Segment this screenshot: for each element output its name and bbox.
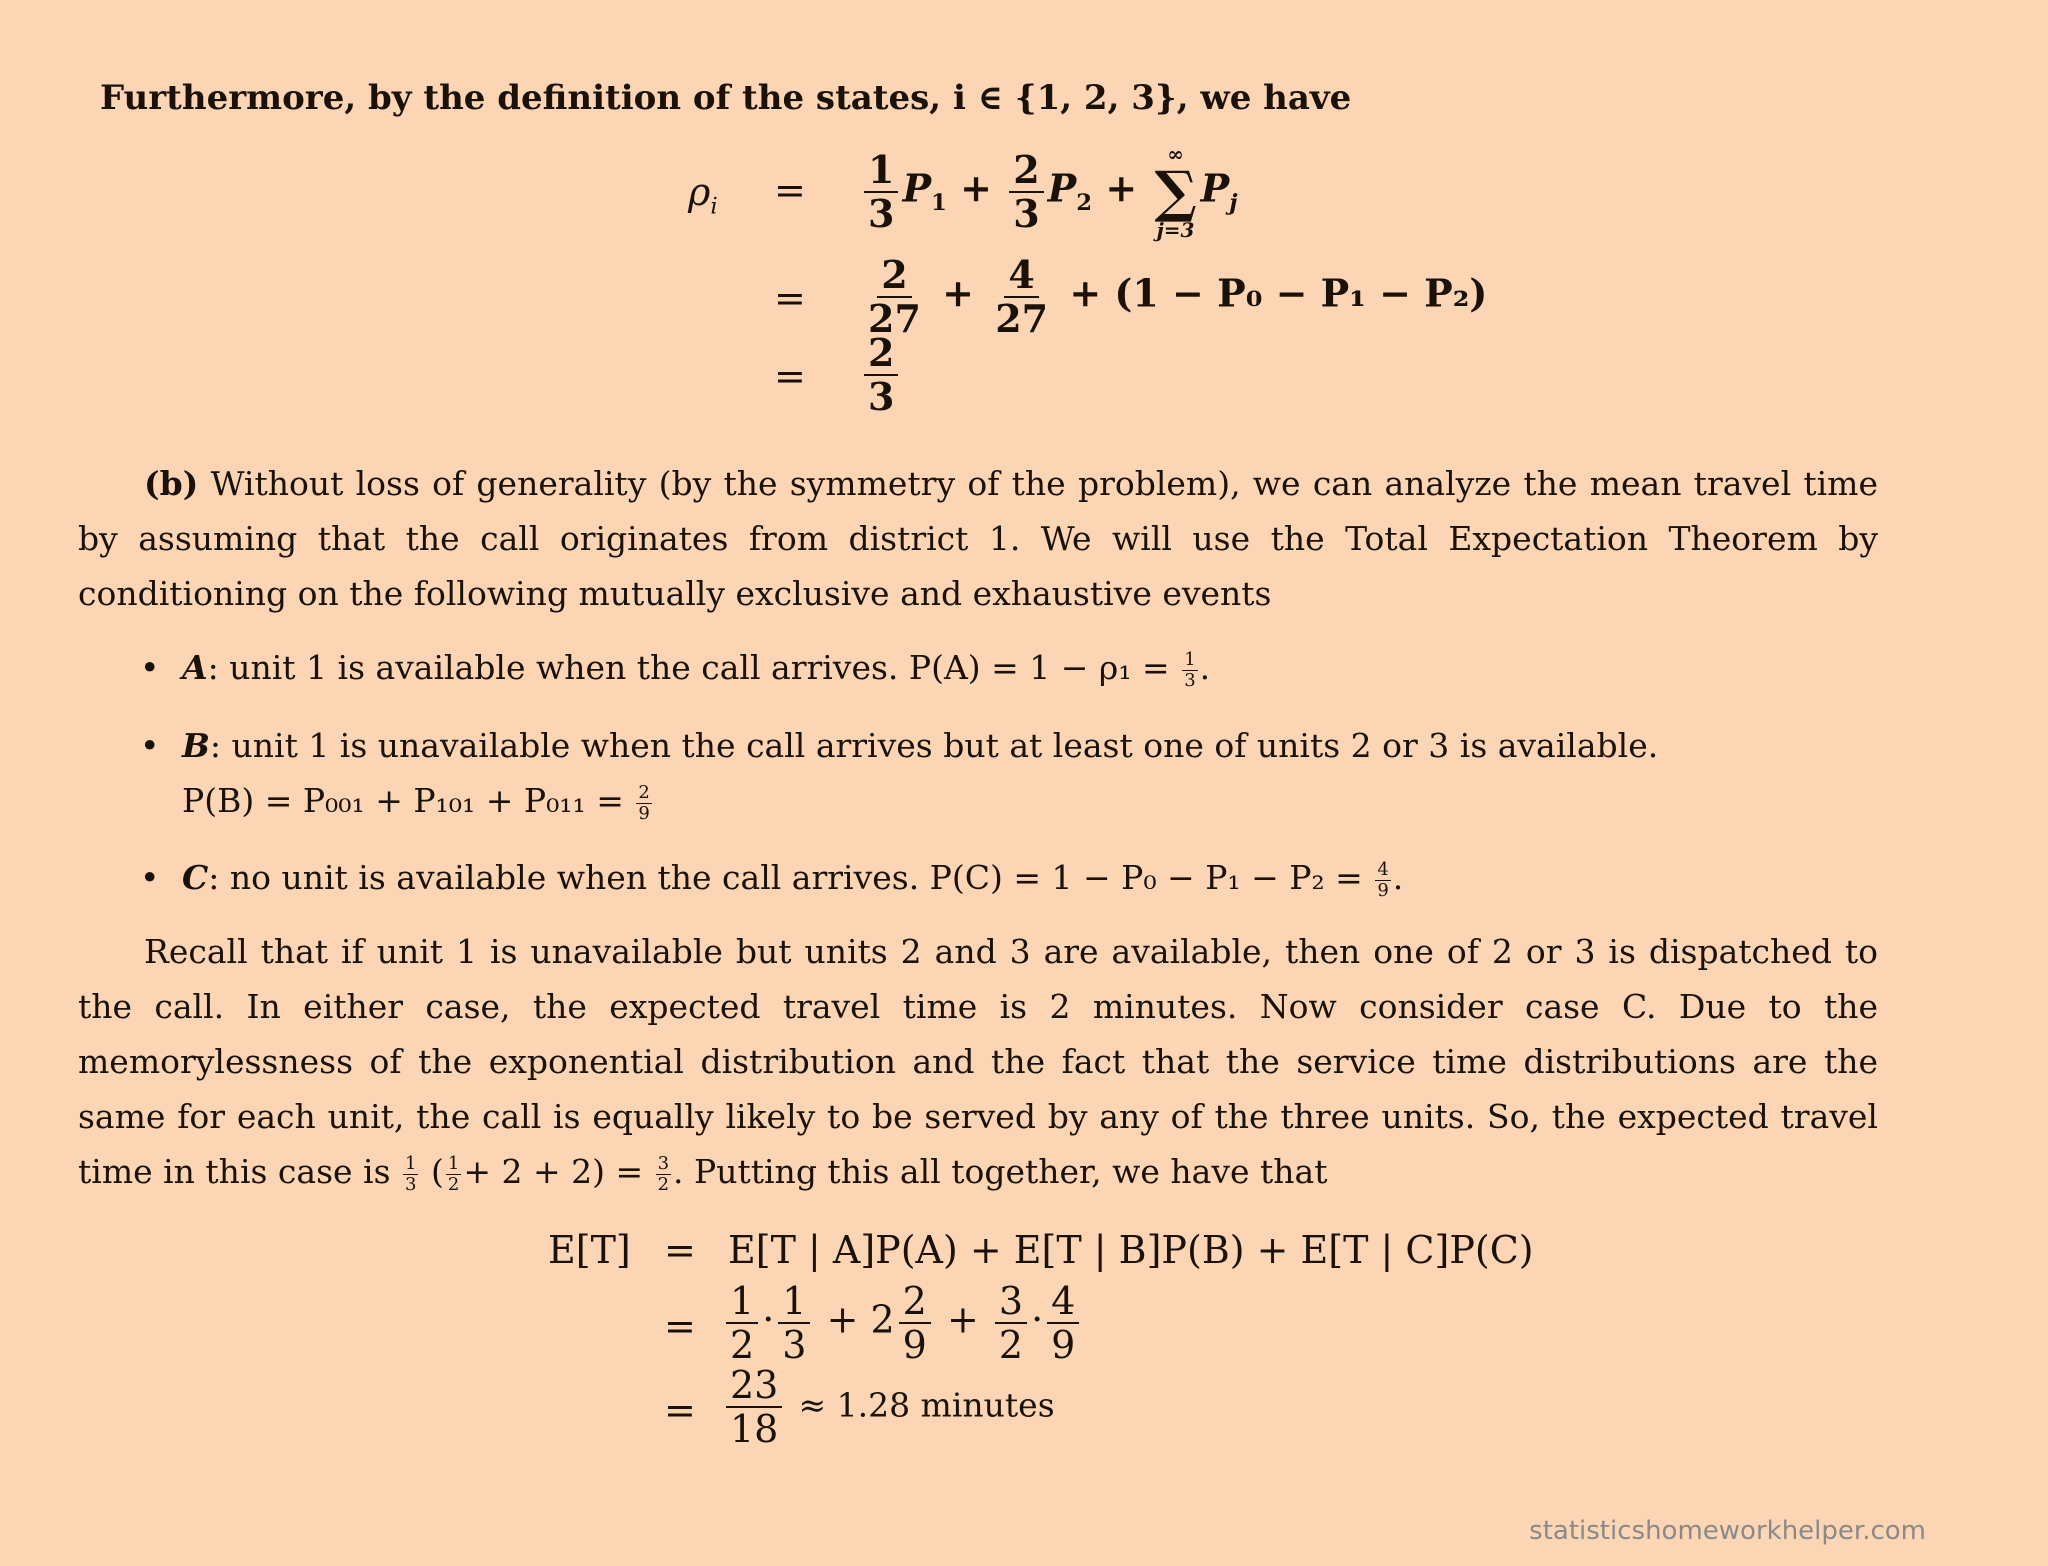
part-label: (b) bbox=[144, 464, 199, 503]
event-label: A bbox=[182, 648, 208, 687]
fraction: $\frac{3}{2}$ bbox=[995, 1282, 1027, 1364]
paragraph-b-text: Without loss of generality (by the symmetry of the problem), we can analyze the mean travel time by assuming that the call originates from district 1. We will use the Total Expectation Theorem by conditioning on the following mutually exclusive and exhaustive events bbox=[78, 464, 1878, 613]
eq1-lhs: $\rho_i$ bbox=[688, 170, 718, 220]
fraction: $\frac{4}{27}$ bbox=[995, 252, 1049, 341]
fraction: $\frac{2}{3}$ bbox=[864, 334, 898, 416]
bullet-dot: • bbox=[140, 648, 160, 687]
eq1-row3 bbox=[860, 330, 902, 419]
fraction: $\frac{1}{3}$ bbox=[1184, 648, 1196, 691]
eq2-rel-2: = bbox=[664, 1304, 696, 1348]
eq2-row1: E[T | A]P(A) + E[T | B]P(B) + E[T | C]P(C) bbox=[728, 1228, 1534, 1272]
bullet-dot: • bbox=[140, 726, 160, 765]
paragraph-recall: Recall that if unit 1 is unavailable but units 2 and 3 are available, then one of 2 or 3 is dispatched to the call. In either case, the expected travel time is 2 minutes. Now consider case C. Due to the memorylessness of the exponential distribution and the fact that the service time distributions are the same for each unit, the call is equally likely to be served by any of the three units. So, the expected travel time in this case is $\frac{1}{3}$ ( $\frac{1}{2}$ + 2 + 2) = $\frac{3}{2}$ . Putting this all together, we have that bbox=[78, 932, 1878, 1195]
fraction: $\frac{1}{3}$ bbox=[864, 151, 898, 233]
fraction: $\frac{23}{18}$ bbox=[726, 1366, 782, 1448]
eq2-row2: $\frac{1}{2}$ · $\frac{1}{3}$ + 2 $\frac{2}{9}$ + $\frac{3}{2}$ · $\frac{4}{9}$ bbox=[722, 1282, 1083, 1364]
eq2-rel-3: = bbox=[664, 1388, 696, 1432]
paragraph-recall-text: Recall that if unit 1 is unavailable but units 2 and 3 are available, then one of 2 or 3 is dispatched to the call. In either case, the expected travel time is 2 minutes. Now consider case C. Due to the memorylessness of the exponential distribution and the fact that the service time distributions are the same for each unit, the call is equally likely to be served by any of the three units. So, the expected travel time in this case is bbox=[78, 932, 1878, 1191]
intro-text: Furthermore, by the definition of the states, i ∈ {1, 2, 3}, we have bbox=[100, 78, 1352, 118]
event-label: C bbox=[182, 858, 209, 897]
fraction: $\frac{2}{3}$ bbox=[1009, 151, 1043, 233]
eq1-rel-3: = bbox=[774, 354, 806, 398]
fraction: $\frac{4}{9}$ bbox=[1377, 858, 1389, 901]
fraction: $\frac{4}{9}$ bbox=[1047, 1282, 1079, 1364]
watermark: statisticshomeworkhelper.com bbox=[1529, 1516, 1926, 1546]
fraction: $\frac{1}{3}$ bbox=[778, 1282, 810, 1364]
eq1-row1: $\frac{1}{3}$ $P_1$ + $\frac{2}{3}$ $P_2$ + ∞ ∑ j=3 $P_j$ bbox=[860, 144, 1237, 240]
eq2-row3: $\frac{23}{18}$ ≈ 1.28 minutes bbox=[722, 1366, 1055, 1448]
eq1-rel-2: = bbox=[774, 276, 806, 320]
event-label: B bbox=[182, 726, 210, 765]
eq1-rel-1: = bbox=[774, 168, 806, 212]
summation: ∞ ∑ j=3 bbox=[1154, 142, 1197, 242]
fraction: $\frac{2}{9}$ bbox=[899, 1282, 931, 1364]
paragraph-b bbox=[78, 456, 1878, 621]
fraction: $\frac{1}{2}$ bbox=[726, 1282, 758, 1364]
fraction: $\frac{3}{2}$ bbox=[657, 1152, 670, 1195]
document-page: Furthermore, by the definition of the states, i ∈ {1, 2, 3}, we have $\rho_i$ = $\frac{1}{3}$ $P_1$ + $\frac{2}{3}$ $P_2$ + ∞ ∑ j=3 $P_j$ = $\frac{2}{27}$ + $\frac{4}{27}$ + (1 − P₀ − P₁ − P₂) = $\frac{2}{3}$ (b) Without loss of generality (by the symmetry of the problem), we can analyze the mean travel time by assuming that the call originates from district 1. We will use the Total Expectation Theorem by conditioning on the following mutually exclusive and exhaustive events • A: unit 1 is available when the call arrives. P(A) = 1 − ρ₁ = $\frac{1}{3}$ . • B: unit 1 is unavailable when the call arrives but at least one of units 2 or 3 is available. P(B) = P₀₀₁ + P₁₀₁ + P₀₁₁ = $\frac{2}{9}$ • C: no unit is available when the call arrives. P(C) = 1 − P₀ − P₁ − P₂ = $\frac{4}{9}$ . Recall that if unit 1 is unavailable but units 2 and 3 are available, then one of 2 or 3 is dispatched to the call. In either case, the expected travel time is 2 minutes. Now consider case C. Due to the memorylessness of the exponential distribution and the fact that the service time distributions are the same for each unit, the call is equally likely to be served by any of the three units. So, the expected travel time in this case is $\frac{1}{3}$ ( $\frac{1}{2}$ + 2 + 2) = $\frac{3}{2}$ . Putting this all together, we have that E[T] = E[T | A]P(A) + E[T | B]P(B) + E[T | C]P(C) = $\frac{1}{2}$ · $\frac{1}{3}$ + 2 $\frac{2}{9}$ + $\frac{3}{2}$ · $\frac{4}{9}$ = $\frac{23}{18}$ ≈ 1.28 minutes statisticshomeworkhelper.com bbox=[78, 78, 1926, 1546]
bullet-dot: • bbox=[140, 858, 160, 897]
eq1-row2: $\frac{2}{27}$ + $\frac{4}{27}$ + (1 − P₀ − P₁ − P₂) bbox=[860, 256, 1487, 338]
fraction: $\frac{1}{3}$ bbox=[405, 1152, 417, 1195]
fraction: $\frac{2}{27}$ bbox=[868, 252, 921, 341]
eq2-lhs: E[T] bbox=[548, 1228, 631, 1272]
fraction: $\frac{1}{2}$ bbox=[447, 1152, 460, 1195]
eq2-rel-1: = bbox=[664, 1228, 696, 1272]
fraction: $\frac{2}{9}$ bbox=[638, 781, 650, 824]
